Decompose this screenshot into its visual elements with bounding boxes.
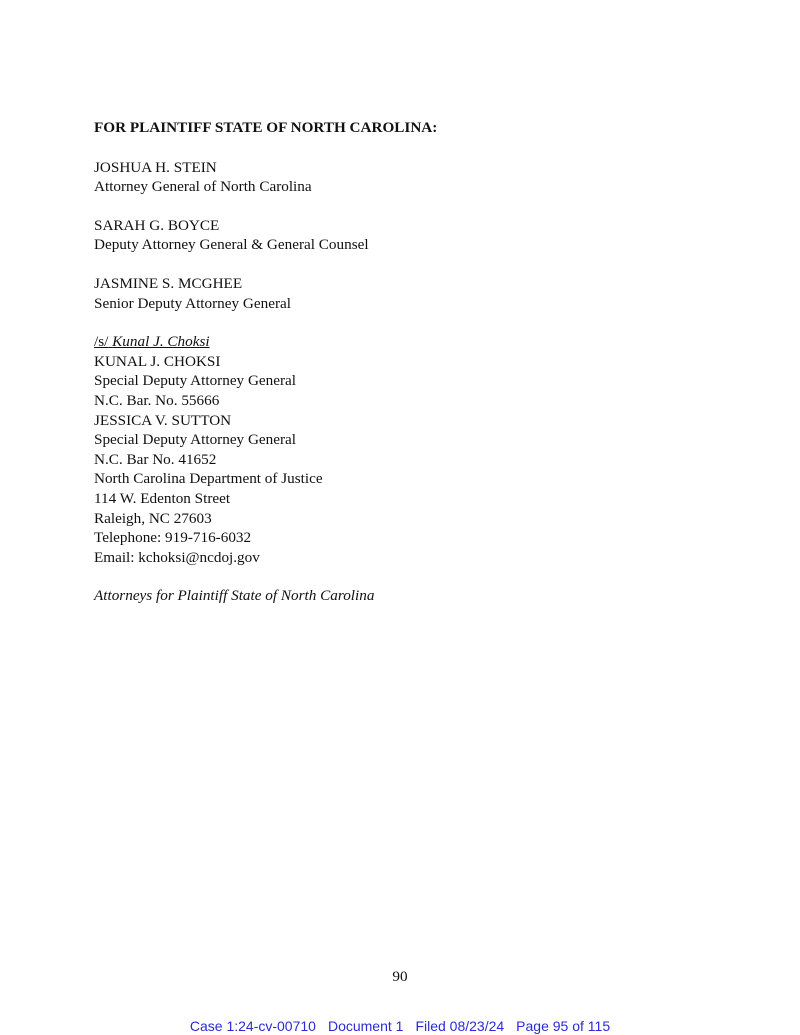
contact-line: Raleigh, NC 27603 <box>94 509 212 527</box>
signatory-mcghee <box>94 274 694 313</box>
signatory-title: Deputy Attorney General & General Counsel <box>94 236 369 254</box>
contact-line: JESSICA V. SUTTON <box>94 411 232 429</box>
contact-line: N.C. Bar No. 41652 <box>94 450 217 468</box>
footer-filed-date: Filed 08/23/24 <box>415 1018 505 1034</box>
signatory-boyce <box>94 216 694 255</box>
footer-case-number: Case 1:24-cv-00710 <box>189 1018 316 1034</box>
signatory-title: Attorney General of North Carolina <box>94 178 312 196</box>
contact-line: Special Deputy Attorney General <box>94 372 297 390</box>
footer-page-count: Page 95 of 115 <box>516 1018 611 1034</box>
section-heading: FOR PLAINTIFF STATE OF NORTH CAROLINA: <box>94 119 438 136</box>
electronic-signature <box>94 332 694 352</box>
contact-line: Email: kchoksi@ncdoj.gov <box>94 548 260 566</box>
signatory-name: JOSHUA H. STEIN <box>94 158 217 176</box>
contact-block <box>94 332 694 567</box>
contact-line: KUNAL J. CHOKSI <box>94 352 221 370</box>
page-number: 90 <box>392 968 408 985</box>
footer-document: Document 1 <box>327 1018 404 1034</box>
contact-line: Special Deputy Attorney General <box>94 431 297 449</box>
contact-line: North Carolina Department of Justice <box>94 470 323 488</box>
contact-line: 114 W. Edenton Street <box>94 489 231 507</box>
signatory-stein <box>94 158 694 197</box>
signatory-title: Senior Deputy Attorney General <box>94 294 291 312</box>
signature-block <box>94 118 694 606</box>
signature-name: Kunal J. Choksi <box>112 333 210 351</box>
signatory-name: SARAH G. BOYCE <box>94 216 220 234</box>
case-footer <box>0 1018 800 1034</box>
contact-line: Telephone: 919-716-6032 <box>94 529 252 547</box>
signature-prefix: /s/ <box>94 333 109 351</box>
contact-line: N.C. Bar. No. 55666 <box>94 391 220 409</box>
signatory-name: JASMINE S. MCGHEE <box>94 274 243 292</box>
closing-line: Attorneys for Plaintiff State of North Carolina <box>94 587 375 605</box>
